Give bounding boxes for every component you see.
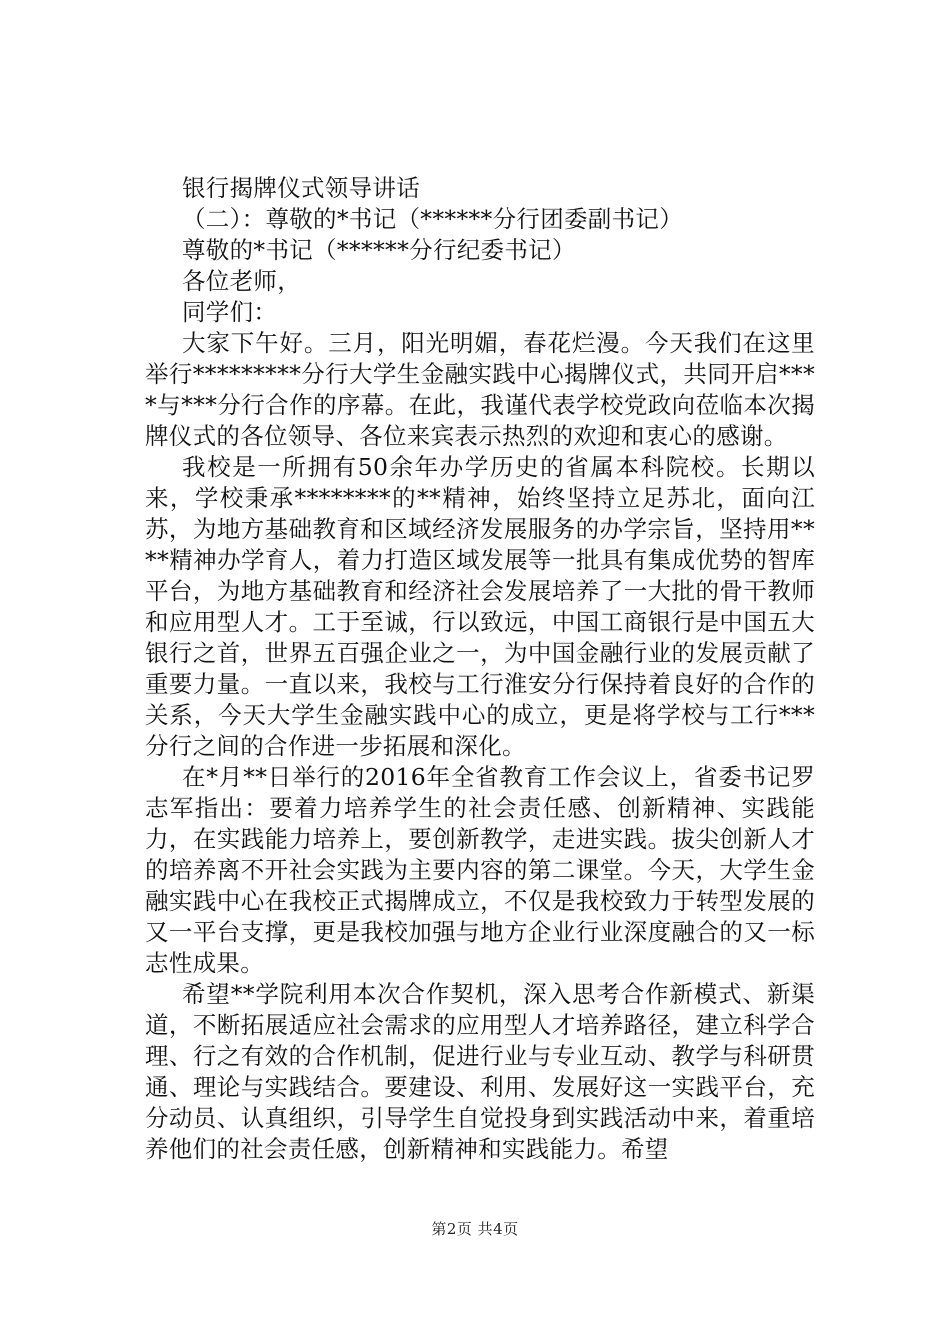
salutation-line: 各位老师， [182, 267, 301, 295]
body-paragraph: 大家下午好。三月，阳光明媚，春花烂漫。今天我们在这里举行*********分行大学生金融实践中心揭牌仪式，共同开启****与***分行合作的序幕。在此，我谨代表学校党政向莅临本次揭牌仪式的各位领导、各位来宾表示热烈的欢迎和衷心的感谢。 [145, 329, 815, 450]
document-body [145, 173, 815, 1165]
body-paragraph: 希望**学院利用本次合作契机，深入思考合作新模式、新渠道，不断拓展适应社会需求的应用型人才培养路径，建立科学合理、行之有效的合作机制，促进行业与专业互动、教学与科研贯通、理论与实践结合。要建设、利用、发展好这一实践平台，充分动员、认真组织，引导学生自觉投身到实践活动中来，着重培养他们的社会责任感，创新精神和实践能力。希望 [145, 980, 815, 1163]
salutation-line: （二）：尊敬的*书记（******分行团委副书记） [182, 205, 683, 233]
body-paragraph: 我校是一所拥有50余年办学历史的省属本科院校。长期以来，学校秉承********的**精神，始终坚持立足苏北，面向江苏，为地方基础教育和区域经济发展服务的办学宗旨，坚持用****精神办学育人，着力打造区域发展等一批具有集成优势的智库平台，为地方基础教育和经济社会发展培养了一大批的骨干教师和应用型人才。工于至诚，行以致远，中国工商银行是中国五大银行之首，世界五百强企业之一，为中国金融行业的发展贡献了重要力量。一直以来，我校与工行淮安分行保持着良好的合作的关系，今天大学生金融实践中心的成立，更是将学校与工行***分行之间的合作进一步拓展和深化。 [145, 453, 815, 760]
page-number-footer: 第2页 共4页 [431, 1220, 519, 1238]
salutation-line: 同学们： [182, 298, 278, 326]
speech-title: 银行揭牌仪式领导讲话 [182, 174, 420, 202]
body-paragraph: 在*月**日举行的2016年全省教育工作会议上，省委书记罗志军指出：要着力培养学生的社会责任感、创新精神、实践能力，在实践能力培养上，要创新教学，走进实践。拔尖创新人才的培养离不开社会实践为主要内容的第二课堂。今天，大学生金融实践中心在我校正式揭牌成立，不仅是我校致力于转型发展的又一平台支撑，更是我校加强与地方企业行业深度融合的又一标志性成果。 [145, 763, 815, 977]
salutation-line: 尊敬的*书记（******分行纪委书记） [182, 236, 576, 264]
